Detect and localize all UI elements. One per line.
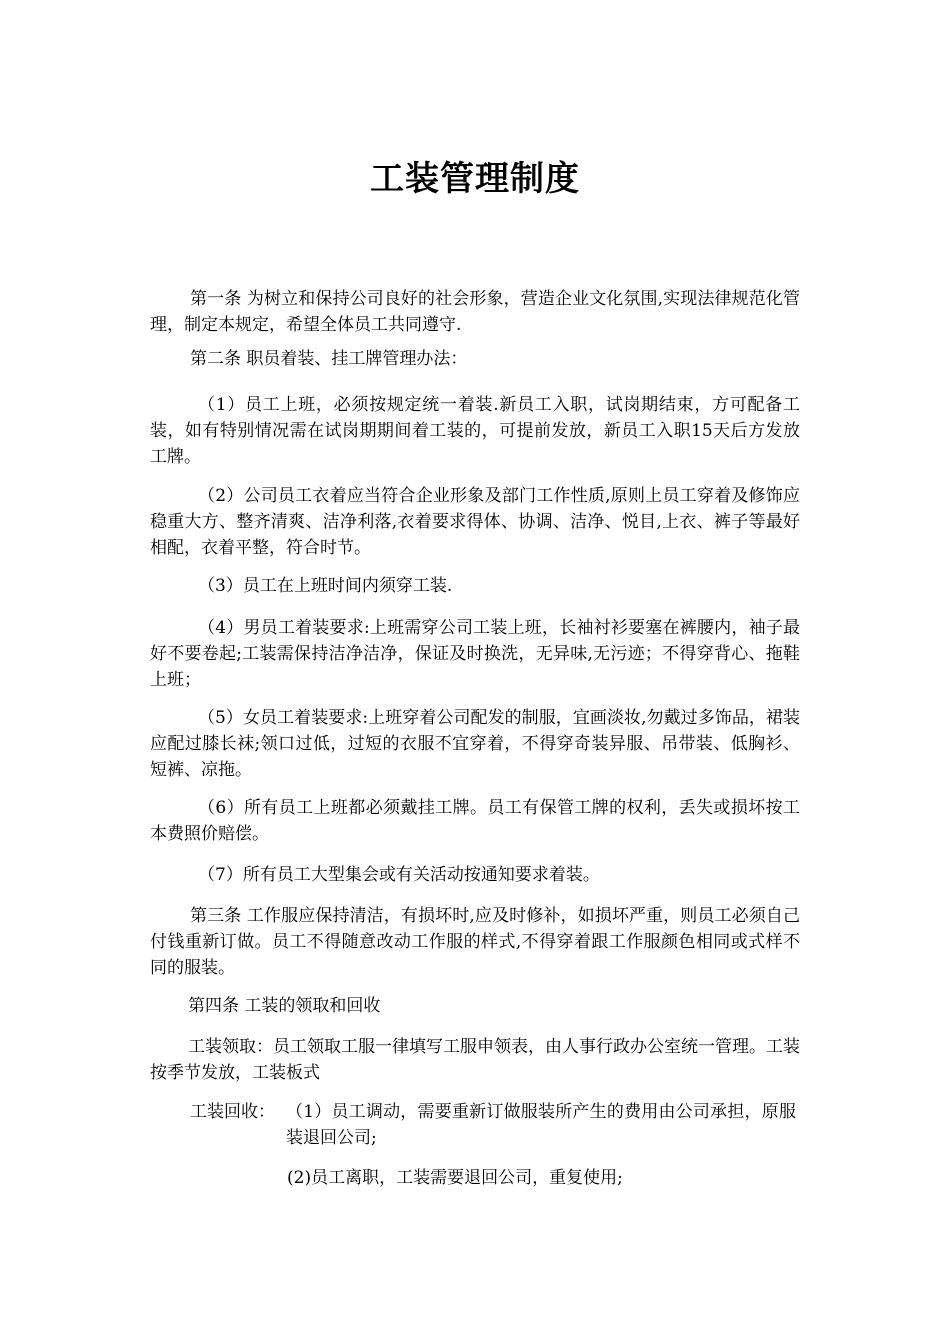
article-2-item-3: （3）员工在上班时间内须穿工装. [198, 576, 453, 596]
article-2-item-7: （7）所有员工大型集会或有关活动按通知要求着装。 [198, 865, 600, 885]
article-3-paragraph: 第三条 工作服应保持清洁，有损坏时,应及时修补，如损坏严重，则员工必须自己付钱重新订做。员工不得随意改动工作服的样式,不得穿着跟工作服颜色相同或式样不同的服装。 [150, 906, 800, 978]
uniform-recovery-item-1: （1）员工调动，需要重新订做服装所产生的费用由公司承担，原服装退回公司; [286, 1102, 796, 1148]
article-2-item-2: （2）公司员工衣着应当符合企业形象及部门工作性质,原则上员工穿着及修饰应稳重大方、整齐清爽、洁净利落,衣着要求得体、协调、洁净、悦目,上衣、裤子等最好相配，衣着平整，符合时节。 [150, 486, 800, 558]
uniform-collection-paragraph: 工装领取：员工领取工服一律填写工服申领表，由人事行政办公室统一管理。工装按季节发放，工装板式 [150, 1037, 800, 1083]
article-1-paragraph: 第一条 为树立和保持公司良好的社会形象，营造企业文化氛围,实现法律规范化管理，制定本规定，希望全体员工共同遵守. [150, 289, 800, 335]
article-2-item-6: （6）所有员工上班都必须戴挂工牌。员工有保管工牌的权利，丢失或损坏按工本费照价赔偿。 [150, 798, 800, 844]
uniform-recovery-lead: 工装回收： [190, 1102, 275, 1122]
article-2-item-4: （4）男员工着装要求:上班需穿公司工装上班，长袖衬衫要塞在裤腰内，袖子最好不要卷起;工装需保持洁净洁净，保证及时换洗，无异味,无污迹；不得穿背心、拖鞋上班； [150, 618, 800, 690]
uniform-recovery-block [190, 1099, 800, 1151]
article-4-heading: 第四条 工装的领取和回收 [188, 996, 381, 1016]
article-2-heading: 第二条 职员着装、挂工牌管理办法： [190, 349, 468, 369]
document-title: 工装管理制度 [370, 159, 580, 199]
uniform-recovery-item-2: (2)员工离职，工装需要退回公司，重复使用; [287, 1168, 623, 1188]
article-2-item-5: （5）女员工着装要求:上班穿着公司配发的制服，宜画淡妆,勿戴过多饰品，裙装应配过膝长袜;领口过低，过短的衣服不宜穿着，不得穿奇装异服、吊带装、低胸衫、短裤、凉拖。 [150, 708, 800, 780]
article-2-item-1: （1）员工上班，必须按规定统一着装.新员工入职，试岗期结束，方可配备工装，如有特别情况需在试岗期期间着工装的，可提前发放，新员工入职15天后方发放工牌。 [150, 395, 800, 467]
